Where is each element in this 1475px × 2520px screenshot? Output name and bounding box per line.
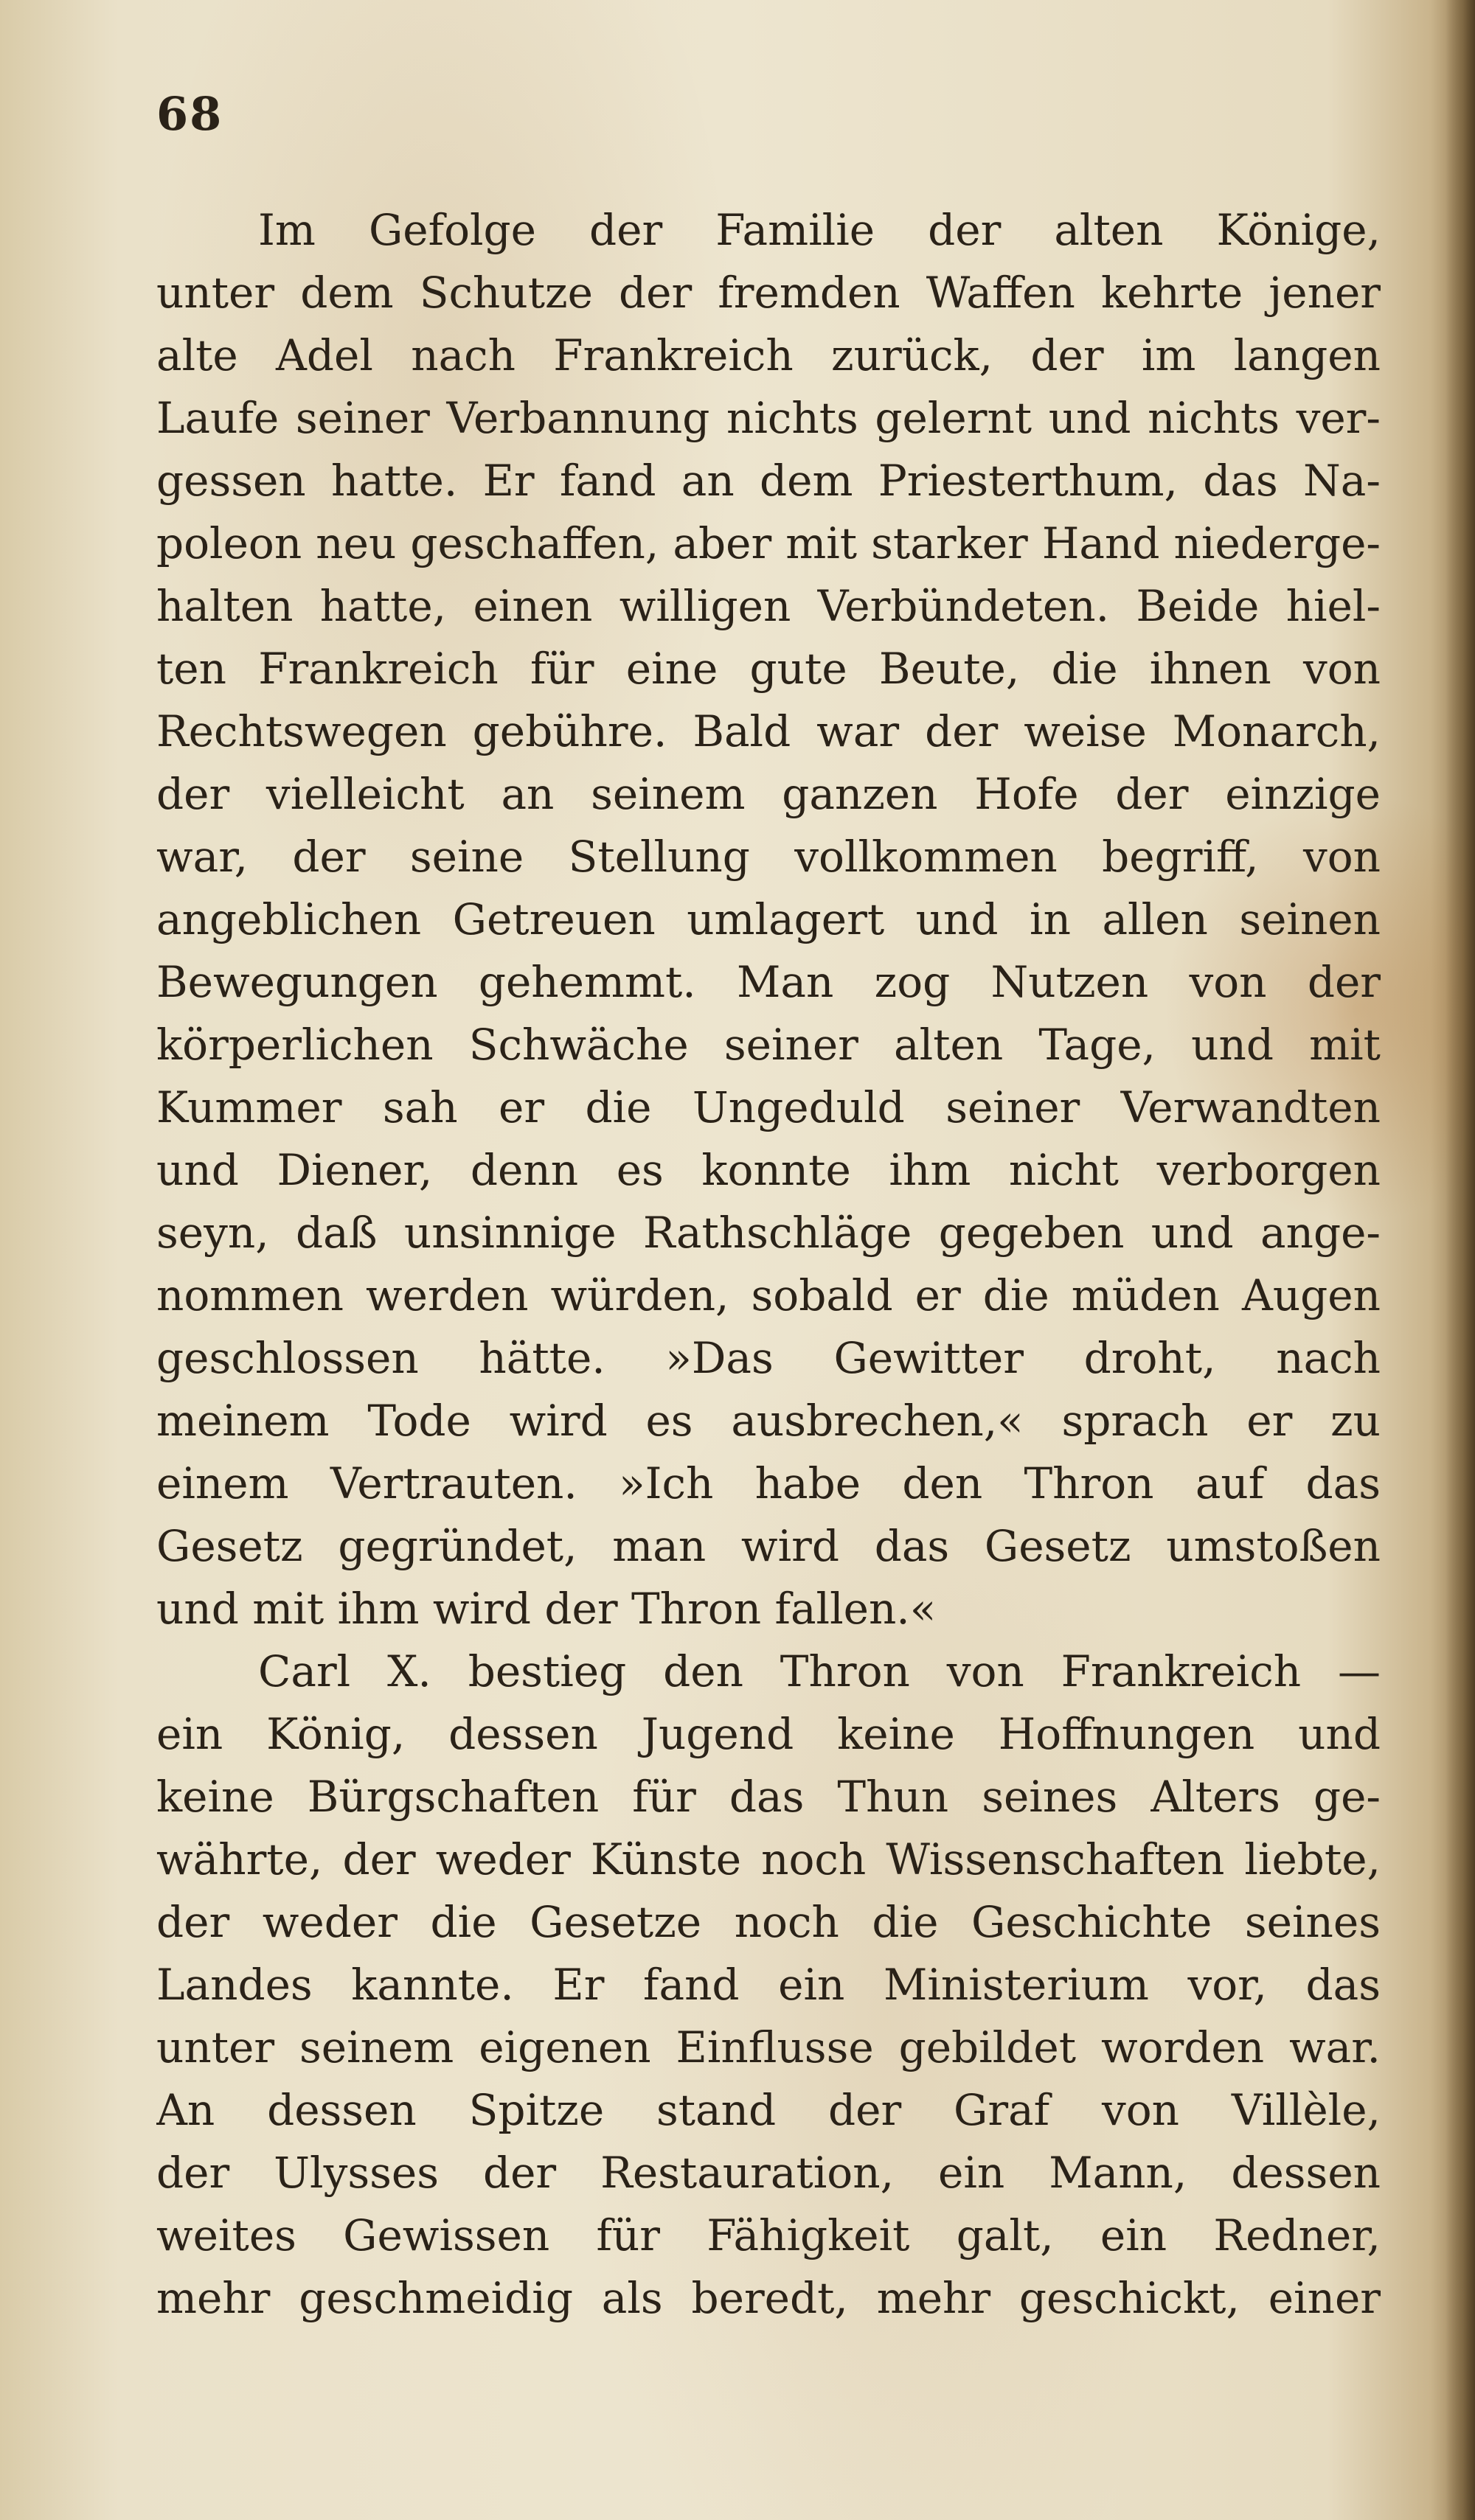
text-line: war, der seine Stellung vollkommen begriff, von xyxy=(156,832,1381,882)
text-line: poleon neu geschaffen, aber mit starker Hand niederge- xyxy=(156,518,1381,568)
text-line: gessen hatte. Er fand an dem Priesterthum, das Na- xyxy=(156,456,1381,506)
text-line: geschlossen hätte. »Das Gewitter droht, nach xyxy=(156,1333,1381,1383)
text-line: halten hatte, einen willigen Verbündeten. Beide hiel- xyxy=(156,581,1381,631)
text-line: der vielleicht an seinem ganzen Hofe der einzige xyxy=(156,769,1381,819)
text-line: Gesetz gegründet, man wird das Gesetz umstoßen xyxy=(156,1521,1381,1571)
text-line: alte Adel nach Frankreich zurück, der im langen xyxy=(156,330,1381,380)
text-line: ten Frankreich für eine gute Beute, die ihnen von xyxy=(156,644,1381,694)
text-line: der weder die Gesetze noch die Geschichte seines xyxy=(156,1897,1381,1947)
text-line: keine Bürgschaften für das Thun seines Alters ge- xyxy=(156,1772,1381,1822)
text-line: unter seinem eigenen Einflusse gebildet worden war. xyxy=(156,2022,1381,2072)
paragraph xyxy=(156,1640,1381,2330)
text-line: meinem Tode wird es ausbrechen,« sprach er zu xyxy=(156,1396,1381,1446)
text-line: Im Gefolge der Familie der alten Könige, xyxy=(258,205,1381,255)
text-line: nommen werden würden, sobald er die müden Augen xyxy=(156,1270,1381,1320)
text-line: und Diener, denn es konnte ihm nicht verborgen xyxy=(156,1145,1381,1195)
page-spine-shadow xyxy=(1446,0,1475,2520)
text-line: körperlichen Schwäche seiner alten Tage, und mit xyxy=(156,1020,1381,1070)
text-line: seyn, daß unsinnige Rathschläge gegeben und ange- xyxy=(156,1208,1381,1258)
text-line: einem Vertrauten. »Ich habe den Thron auf das xyxy=(156,1458,1381,1508)
text-line: weites Gewissen für Fähigkeit galt, ein Redner, xyxy=(156,2210,1381,2260)
body-text xyxy=(156,199,1381,2330)
text-line: und mit ihm wird der Thron fallen.« xyxy=(156,1584,937,1634)
text-line: unter dem Schutze der fremden Waffen kehrte jener xyxy=(156,268,1381,318)
text-line: Bewegungen gehemmt. Man zog Nutzen von der xyxy=(156,957,1381,1007)
text-line: Kummer sah er die Ungeduld seiner Verwandten xyxy=(156,1082,1381,1132)
text-line: der Ulysses der Restauration, ein Mann, dessen xyxy=(156,2148,1381,2198)
text-line: mehr geschmeidig als beredt, mehr geschickt, einer xyxy=(156,2273,1381,2323)
text-line: währte, der weder Künste noch Wissenschaften liebte, xyxy=(156,1834,1381,1884)
page-number: 68 xyxy=(156,87,223,141)
paragraph xyxy=(156,199,1381,1640)
text-line: Laufe seiner Verbannung nichts gelernt und nichts ver- xyxy=(156,393,1381,443)
text-line: angeblichen Getreuen umlagert und in allen seinen xyxy=(156,894,1381,944)
text-line: Landes kannte. Er fand ein Ministerium vor, das xyxy=(156,1960,1381,2010)
text-line: An dessen Spitze stand der Graf von Villèle, xyxy=(156,2085,1381,2135)
text-line: Carl X. bestieg den Thron von Frankreich — xyxy=(258,1646,1381,1696)
text-line: ein König, dessen Jugend keine Hoffnungen und xyxy=(156,1709,1381,1759)
text-line: Rechtswegen gebühre. Bald war der weise Monarch, xyxy=(156,706,1381,756)
